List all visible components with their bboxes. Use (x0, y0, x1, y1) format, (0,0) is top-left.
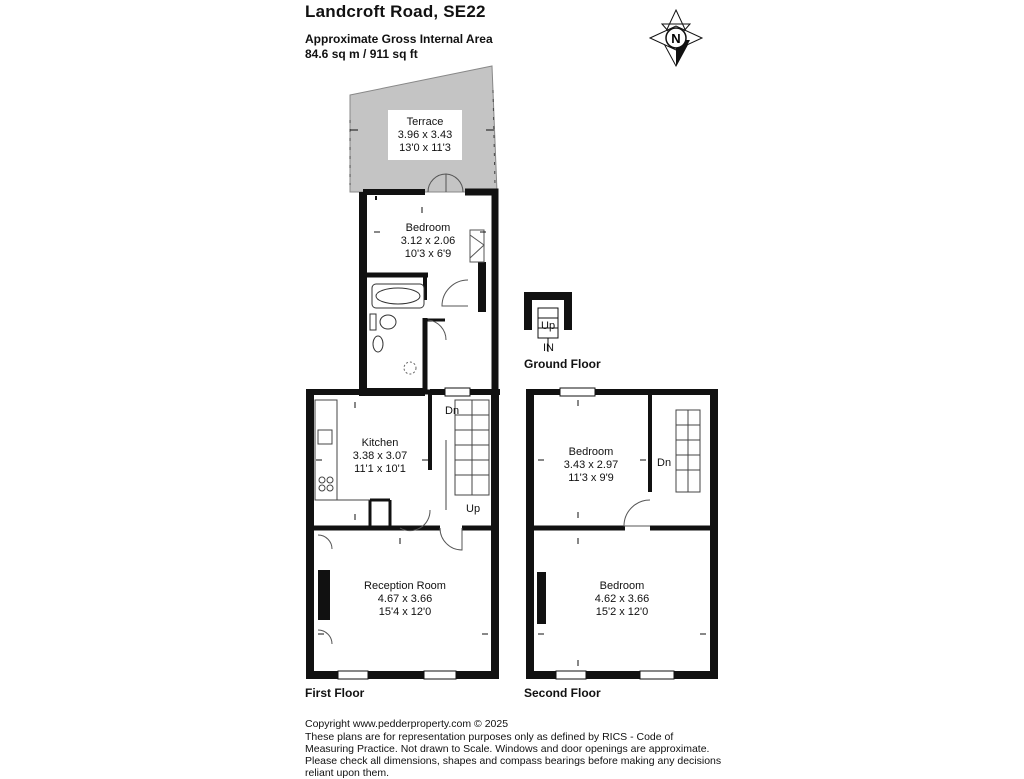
entrance-label-in: IN (543, 342, 554, 354)
kitchen-imperial: 11'1 x 10'1 (354, 463, 406, 475)
terrace-name: Terrace (406, 116, 444, 128)
room-label-terrace (385, 116, 465, 155)
plan-title: Landcroft Road, SE22 (305, 2, 486, 21)
bedroom-first-metric: 3.12 x 2.06 (400, 235, 456, 247)
first-floor-windows (338, 388, 470, 679)
room-label-bedroom-second-top (551, 446, 631, 485)
bedroom-second-bottom-name: Bedroom (599, 580, 645, 592)
kitchen-metric: 3.38 x 3.07 (352, 450, 408, 462)
reception-name: Reception Room (364, 580, 446, 592)
bedroom-first-name: Bedroom (405, 222, 451, 234)
compass-north-icon (650, 10, 702, 66)
footer-disclaimer: These plans are for representation purposes only as defined by RICS - Code of Measuring Practice. Not drawn to Scale. Windows and door openings are approximate. Please check all dimensions, shapes and compass bearings before making any decisions reliant upon them. (305, 731, 722, 779)
bedroom-second-bottom-metric: 4.62 x 3.66 (594, 593, 650, 605)
stair-label-second-dn: Dn (657, 457, 672, 469)
kitchen-name: Kitchen (361, 437, 399, 449)
room-label-reception (355, 580, 455, 619)
bedroom-second-top-metric: 3.43 x 2.97 (563, 459, 619, 471)
compass-letter: N (671, 31, 681, 46)
second-floor-windows (556, 388, 674, 679)
reception-metric: 4.67 x 3.66 (377, 593, 433, 605)
area-value: 84.6 sq m / 911 sq ft (305, 47, 418, 61)
reception-imperial: 15'4 x 12'0 (378, 606, 432, 618)
second-floor-doors (624, 500, 650, 526)
first-floor-main-walls (306, 392, 500, 675)
stair-label-ground-up: Up (541, 320, 556, 332)
stair-label-first-dn: Dn (445, 405, 460, 417)
bedroom-second-top-imperial: 11'3 x 9'9 (568, 472, 614, 484)
floor-label-second: Second Floor (524, 686, 601, 700)
terrace-metric: 3.96 x 3.43 (397, 129, 453, 141)
room-label-bedroom-first (388, 222, 468, 261)
stair-label-first-up: Up (466, 503, 481, 515)
second-floor-walls (526, 392, 718, 675)
bedroom-first-imperial: 10'3 x 6'9 (404, 248, 452, 260)
room-label-kitchen (340, 437, 420, 476)
floor-label-ground: Ground Floor (524, 357, 601, 371)
area-label: Approximate Gross Internal Area (305, 32, 493, 46)
room-label-bedroom-second-bottom (582, 580, 662, 619)
footer-copyright: Copyright www.pedderproperty.com © 2025 (305, 718, 509, 730)
bedroom-second-top-name: Bedroom (568, 446, 614, 458)
terrace-imperial: 13'0 x 11'3 (399, 142, 451, 154)
bedroom-second-bottom-imperial: 15'2 x 12'0 (595, 606, 649, 618)
floor-label-first: First Floor (305, 686, 365, 700)
second-floor-stairs (676, 410, 700, 492)
bathroom-fixtures (370, 284, 424, 374)
